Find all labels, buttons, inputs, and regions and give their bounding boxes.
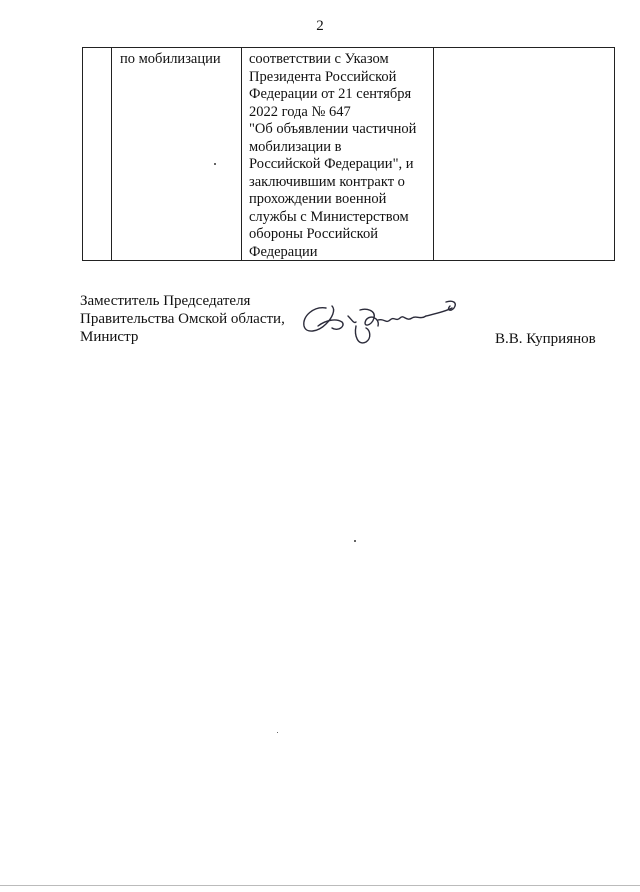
description-line: "Об объявлении частичной bbox=[249, 121, 417, 137]
signer-name: В.В. Куприянов bbox=[495, 331, 596, 347]
description-line: Федерации от 21 сентября bbox=[249, 86, 412, 102]
description-line: соответствии с Указом bbox=[249, 51, 389, 67]
scan-edge-line bbox=[0, 885, 640, 886]
table-cell-description bbox=[242, 48, 434, 260]
table-cell-notes bbox=[434, 48, 614, 260]
scan-speck bbox=[277, 732, 278, 733]
description-line: службы с Министерством bbox=[249, 208, 409, 225]
position-line: Правительства Омской области, bbox=[80, 311, 285, 327]
position-line: Заместитель Председателя bbox=[80, 293, 251, 309]
description-line: 2022 года № 647 bbox=[249, 103, 351, 120]
scan-speck bbox=[214, 163, 216, 165]
position-line: Министр bbox=[80, 329, 139, 345]
handwritten-signature bbox=[296, 296, 466, 350]
description-line: заключившим контракт о bbox=[249, 173, 405, 190]
description-line: обороны Российской bbox=[249, 226, 378, 242]
description-line: мобилизации в bbox=[249, 138, 342, 155]
description-line: Российской Федерации", и bbox=[249, 156, 414, 172]
description-line: Федерации bbox=[249, 243, 318, 260]
page-number: 2 bbox=[316, 18, 324, 34]
document-table bbox=[82, 47, 615, 261]
signature-position bbox=[80, 292, 285, 346]
category-text: по мобилизации bbox=[120, 51, 221, 67]
table-cell-category bbox=[112, 48, 242, 260]
table-cell-number bbox=[83, 48, 112, 260]
description-line: Президента Российской bbox=[249, 68, 397, 85]
scan-speck bbox=[354, 540, 356, 542]
description-line: прохождении военной bbox=[249, 191, 387, 207]
